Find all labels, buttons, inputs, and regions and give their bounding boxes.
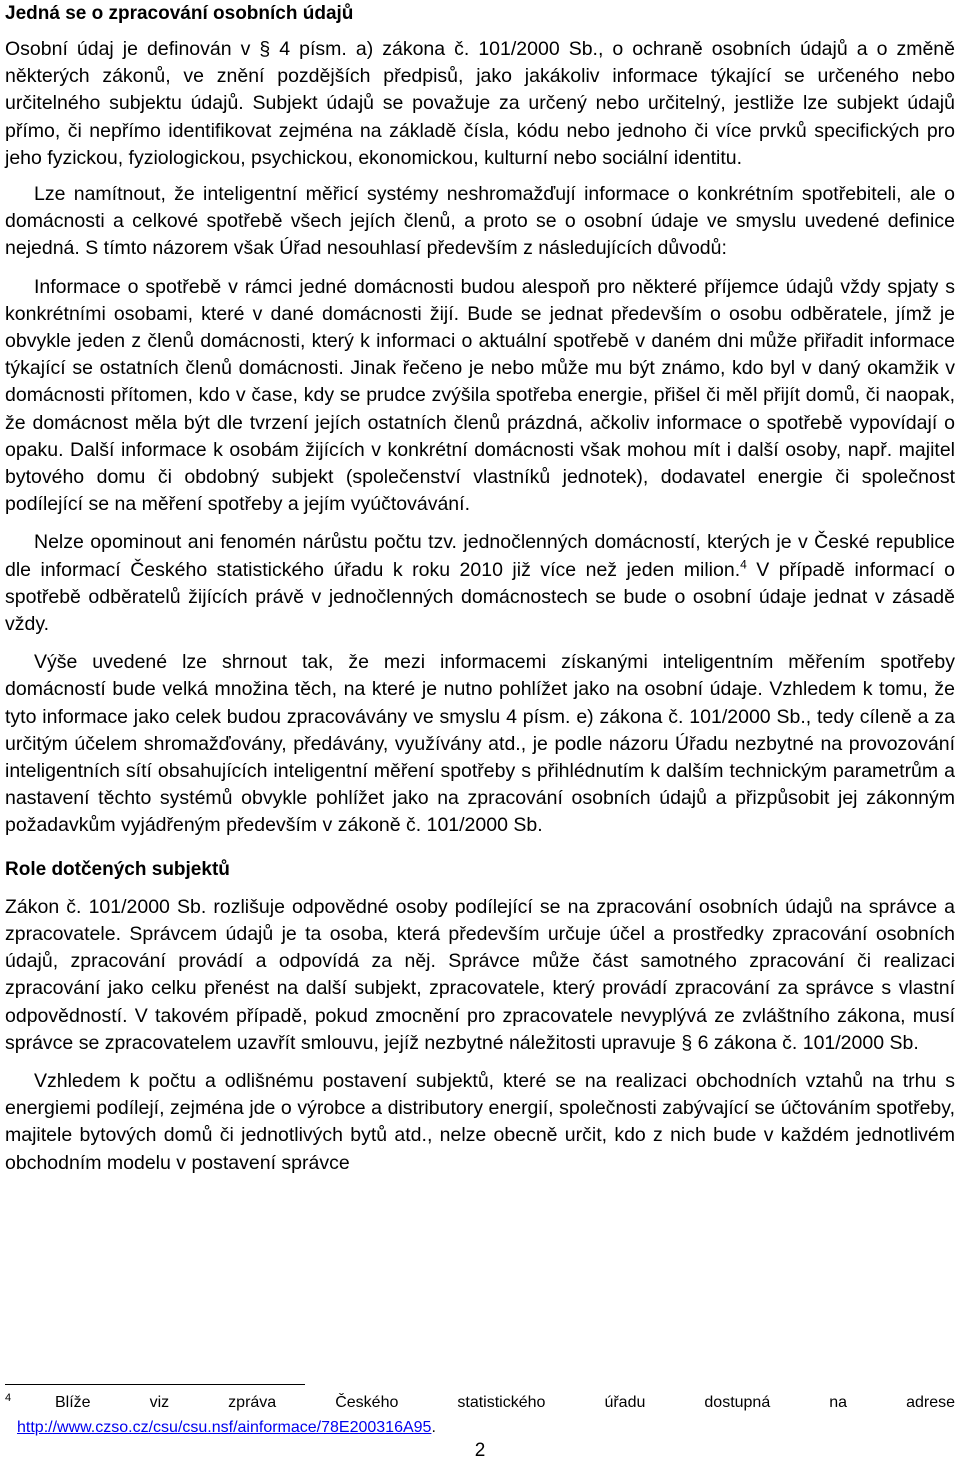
footnote-separator xyxy=(5,1384,305,1385)
footnote-period: . xyxy=(431,1419,436,1436)
paragraph-household-info: Informace o spotřebě v rámci jedné domácnosti budou alespoň pro některé příjemce údajů vždy spjaty s konkrétními osobami, které v dané domácnosti žijí. Bude se jednat především o osobu odběratele, jímž je obvykle jeden z členů domácnosti, který k informaci o aktuální spotřebě v daném dni může přiřadit informace týkající se ostatních členů domácnosti. Jinak řečeno je nebo může mu být známo, kdo byl v daný okamžik v domácnosti přítomen, kdo v čase, kdy se prudce zvýšila spotřeba energie, přišel či měl přijít domů, či naopak, že domácnost měla být dle tvrzení jejích ostatních členů prázdná, ačkoliv informace o spotřebě vypovídají o opaku. Další informace k osobám žijících v konkrétní domácnosti však mohou mít i další osoby, např. majitel bytového domu či obdobný subjekt (společenství vlastníků jednotek), dodavatel energie či společnost podílející se na měření spotřeby a jejím vyúčtovávání. xyxy=(5,275,955,516)
section-heading-roles: Role dotčených subjektů xyxy=(5,858,230,880)
footnote-word: zpráva xyxy=(228,1394,277,1411)
footnote-text xyxy=(55,1390,955,1415)
paragraph-controller-processor: Zákon č. 101/2000 Sb. rozlišuje odpovědné osoby podílející se na zpracování osobních údajů na správce a zpracovatele. Správcem údajů je ta osoba, která především určuje účel a prostředky zpracování osobních údajů, zpracování provádí a odpovídá za něj. Správce může část samotného zpracování či realizaci zpracování jako celku přenést na další subjekt, zpracovatele, který provádí zpracování za správce s vlastní odpovědností. V takovém případě, pokud zmocnění pro zpracovatele nevyplývá ze zvláštního zákona, musí správce se zpracovatelem uzavřít smlouvu, jejíž nezbytné náležitosti upravuje § 6 zákona č. 101/2000 Sb. xyxy=(5,895,955,1054)
footnote-word: úřadu xyxy=(604,1394,646,1411)
paragraph-objection: Lze namítnout, že inteligentní měřicí systémy neshromažďují informace o konkrétním spotřebiteli, ale o domácnosti a celkové spotřebě všech jejích členů, a proto se o osobní údaje ve smyslu uvedené definice nejedná. S tímto názorem však Úřad nesouhlasí především z následujících důvodů: xyxy=(5,183,955,260)
footnote-reference[interactable]: 4 xyxy=(740,557,747,572)
paragraph-single-households-text: Nelze opominout ani fenomén nárůstu počtu tzv. jednočlenných domácností, kterých je v České republice dle informací Českého statistického úřadu k roku 2010 již více než jeden milion. xyxy=(5,531,955,581)
document-page xyxy=(5,0,955,1177)
section-heading-personal-data: Jedná se o zpracování osobních údajů xyxy=(5,3,354,24)
footnote-link-line xyxy=(5,1415,955,1440)
footnote-word: statistického xyxy=(457,1394,546,1411)
paragraph-subjects: Vzhledem k počtu a odlišnému postavení subjektů, které se na realizaci obchodních vztahů na trhu s energiemi podílejí, zejména jde o výrobce a distributory energií, společnosti zabývající se účtováním spotřeby, majitele bytových domů či jednotlivých bytů atd., nelze obecně určit, kdo z nich bude v každém jednotlivém obchodním modelu v postavení správce xyxy=(5,1069,955,1174)
paragraph-summary: Výše uvedené lze shrnout tak, že mezi informacemi získanými inteligentním měřením spotřeby domácností bude velká množina těch, na které je nutno pohlížet jako na osobní údaje. Vzhledem k tomu, že tyto informace jako celek budou zpracovávány ve smyslu 4 písm. e) zákona č. 101/2000 Sb., tedy cíleně a za určitým účelem shromažďovány, předávány, využívány atd., je podle názoru Úřadu nezbytné na provozování inteligentních sítí obsahujících inteligentní měření spotřeby s přihlédnutím k dalším technickým parametrům a nastavení těchto systémů obvykle pohlížet jako na zpracování osobních údajů a přizpůsobit jej zákonným požadavkům vyjádřeným především v zákoně č. 101/2000 Sb. xyxy=(5,651,955,837)
paragraph-single-households-text-cont: V případě informací o spotřebě odběratelů žijících právě v jednočlenných domácnostech se bude o osobní údaje jednat v zásadě vždy. xyxy=(5,558,955,636)
footnote-word: dostupná xyxy=(704,1394,771,1411)
czso-link[interactable]: http://www.czso.cz/csu/csu.nsf/ainformace/78E200316A95 xyxy=(17,1419,432,1436)
footnote-line xyxy=(5,1390,955,1415)
footnote-word: adrese xyxy=(906,1394,955,1411)
footnote-word: Českého xyxy=(335,1394,399,1411)
footnote-mark: 4 xyxy=(5,1392,12,1404)
footnote-word: Blíže xyxy=(55,1394,91,1411)
footnote-word: viz xyxy=(149,1394,170,1411)
paragraph-definition: Osobní údaj je definován v § 4 písm. a) zákona č. 101/2000 Sb., o ochraně osobních údajů a o změně některých zákonů, ve znění pozdějších předpisů, jako jakákoliv informace týkající se určeného nebo určitelného subjektu údajů. Subjekt údajů se považuje za určený nebo určitelný, jestliže lze subjekt údajů přímo, či nepřímo identifikovat zejména na základě čísla, kódu nebo jednoho či více prvků specifických pro jeho fyzickou, fyziologickou, psychickou, ekonomickou, kulturní nebo sociální identitu. xyxy=(5,38,955,169)
footnote xyxy=(5,1390,955,1440)
page-number: 2 xyxy=(474,1440,486,1461)
paragraph-single-households xyxy=(5,529,955,638)
footnote-word: na xyxy=(829,1394,848,1411)
